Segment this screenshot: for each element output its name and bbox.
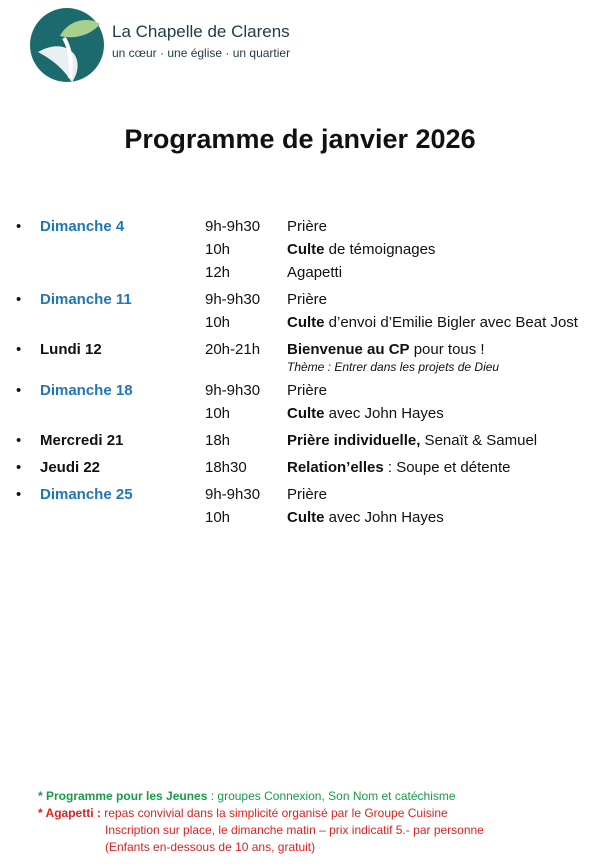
- event-time: 18h30: [205, 459, 247, 476]
- event-time: 12h: [205, 264, 231, 281]
- day-name: Dimanche 25: [40, 486, 133, 503]
- schedule-row: [205, 239, 610, 260]
- schedule-row: [205, 262, 610, 283]
- note-agapetti-line3: (Enfants en-dessous de 10 ans, gratuit): [105, 840, 316, 854]
- event-description: [287, 484, 327, 505]
- schedule-row: [205, 380, 610, 401]
- bullet-icon: •: [16, 291, 22, 308]
- footnotes: [38, 788, 484, 856]
- day-name: Lundi 12: [40, 341, 102, 358]
- event-description: [287, 289, 327, 310]
- event-title: Bienvenue au CP: [287, 341, 410, 358]
- note-agapetti-line2: Inscription sur place, le dimanche matin – prix indicatif 5.- par personne: [105, 823, 484, 837]
- day-rows: [205, 457, 610, 478]
- bullet-icon: •: [16, 486, 22, 503]
- schedule-row: [205, 403, 610, 424]
- day-rows: [205, 484, 610, 528]
- event-text: d’envoi d’Emilie Bigler avec Beat Jost: [324, 314, 578, 331]
- day-rows: [205, 430, 610, 451]
- note-jeunes: [38, 788, 484, 805]
- note-jeunes-label: * Programme pour les Jeunes: [38, 789, 208, 803]
- day-rows: [205, 216, 610, 283]
- schedule-row: [205, 430, 610, 451]
- event-description: [287, 507, 444, 528]
- schedule-list: [16, 216, 610, 534]
- event-text: pour tous !: [409, 341, 485, 358]
- schedule-row: [205, 507, 610, 528]
- event-time: 10h: [205, 314, 231, 331]
- day-rows: [205, 380, 610, 424]
- event-title: Relation’elles: [287, 459, 384, 476]
- schedule-day: [16, 380, 610, 424]
- event-description: [287, 457, 510, 478]
- schedule-row: [205, 216, 610, 237]
- day-name: Jeudi 22: [40, 459, 101, 476]
- schedule-day: [16, 289, 610, 333]
- brand-name-rest: de Clarens: [202, 22, 290, 41]
- event-time: 10h: [205, 405, 231, 422]
- event-theme: Thème : Entrer dans les projets de Dieu: [287, 360, 500, 374]
- event-description: [287, 216, 327, 237]
- event-description: [287, 380, 327, 401]
- event-time: 20h-21h: [205, 341, 261, 358]
- event-time: 9h-9h30: [205, 291, 261, 308]
- brand-tagline: un cœur · une église · un quartier: [112, 46, 291, 60]
- event-title: Culte: [287, 509, 325, 526]
- chapelle-logo: [30, 8, 104, 82]
- schedule-row: [205, 484, 610, 505]
- event-text: Senaït & Samuel: [420, 432, 538, 449]
- brand: [112, 22, 290, 61]
- schedule-day: [16, 216, 610, 283]
- event-description: [287, 403, 444, 424]
- event-text: avec John Hayes: [324, 405, 444, 422]
- bullet-icon: •: [16, 432, 22, 449]
- event-time: 9h-9h30: [205, 486, 261, 503]
- schedule-day: [16, 339, 610, 374]
- schedule-day: [16, 430, 610, 451]
- schedule-row: [205, 339, 610, 360]
- day-name: Dimanche 18: [40, 382, 133, 399]
- schedule-row: [205, 312, 610, 333]
- note-agapetti: [38, 805, 484, 822]
- day-name: Dimanche 4: [40, 218, 125, 235]
- event-description: [287, 312, 578, 333]
- schedule-row: [205, 289, 610, 310]
- event-time: 18h: [205, 432, 231, 449]
- bullet-icon: •: [16, 341, 22, 358]
- event-description: [287, 339, 485, 360]
- event-time: 10h: [205, 509, 231, 526]
- event-text: de témoignages: [324, 241, 436, 258]
- event-description: [287, 430, 537, 451]
- event-text: avec John Hayes: [324, 509, 444, 526]
- day-name: Dimanche 11: [40, 291, 132, 308]
- event-description: [287, 262, 342, 283]
- event-time: 9h-9h30: [205, 218, 261, 235]
- event-time: 9h-9h30: [205, 382, 261, 399]
- event-title: Culte: [287, 405, 325, 422]
- bullet-icon: •: [16, 459, 22, 476]
- event-text: Prière: [287, 291, 328, 308]
- event-text: Agapetti: [287, 264, 343, 281]
- event-description: [287, 239, 435, 260]
- note-agapetti-label: * Agapetti :: [38, 806, 101, 820]
- event-title: Prière individuelle,: [287, 432, 421, 449]
- brand-name-bold: La Chapelle: [112, 22, 203, 41]
- event-time: 10h: [205, 241, 231, 258]
- page-title: Programme de janvier 2026: [124, 124, 476, 154]
- note-jeunes-text: : groupes Connexion, Son Nom et catéchisme: [207, 789, 456, 803]
- brand-name: [112, 22, 290, 42]
- schedule-day: [16, 484, 610, 528]
- event-title: Culte: [287, 314, 325, 331]
- event-text: Prière: [287, 486, 328, 503]
- event-text: Prière: [287, 218, 328, 235]
- schedule-row: [205, 457, 610, 478]
- event-text: Prière: [287, 382, 328, 399]
- bullet-icon: •: [16, 382, 22, 399]
- day-name: Mercredi 21: [40, 432, 124, 449]
- bullet-icon: •: [16, 218, 22, 235]
- day-rows: [205, 289, 610, 333]
- day-rows: [205, 339, 610, 374]
- event-text: : Soupe et détente: [383, 459, 511, 476]
- note-agapetti-line1: repas convivial dans la simplicité organisé par le Groupe Cuisine: [100, 806, 448, 820]
- schedule-day: [16, 457, 610, 478]
- event-title: Culte: [287, 241, 325, 258]
